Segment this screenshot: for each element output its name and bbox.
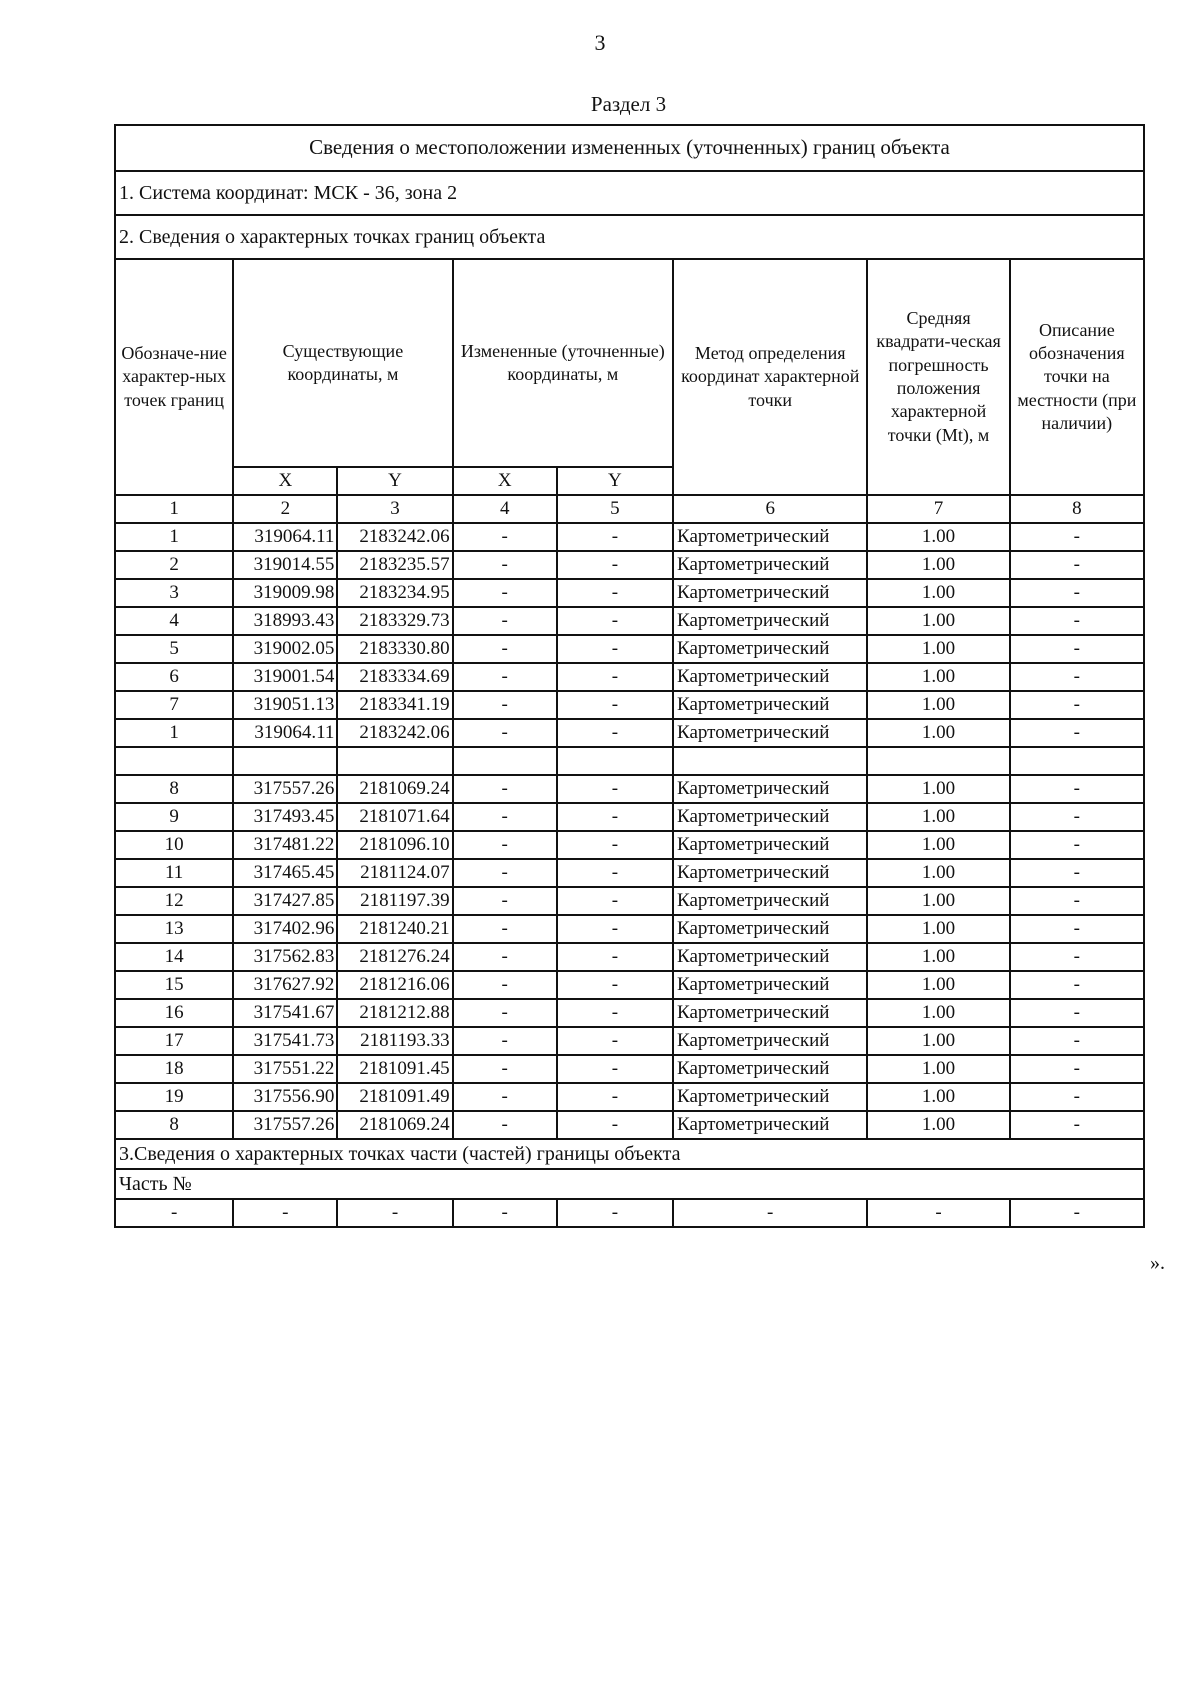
table-row	[115, 719, 1144, 747]
table-row	[115, 1111, 1144, 1139]
mt-error-cell: 1.00	[867, 1083, 1009, 1111]
mt-error-cell: 1.00	[867, 719, 1009, 747]
existing-x-cell: 317541.67	[233, 999, 337, 1027]
header-existing-y: Y	[337, 467, 452, 495]
existing-x-cell: 318993.43	[233, 607, 337, 635]
changed-x-cell: -	[453, 887, 557, 915]
changed-x-cell: -	[453, 803, 557, 831]
changed-y-cell: -	[557, 719, 673, 747]
existing-y-cell: 2181240.21	[337, 915, 452, 943]
changed-x-cell: -	[453, 663, 557, 691]
existing-x-cell: 317402.96	[233, 915, 337, 943]
existing-y-cell: 2183330.80	[337, 635, 452, 663]
header-changed-y: Y	[557, 467, 673, 495]
table-row	[115, 691, 1144, 719]
existing-x-cell: 317465.45	[233, 859, 337, 887]
changed-x-cell: -	[453, 719, 557, 747]
existing-x-cell: 319064.11	[233, 719, 337, 747]
existing-y-cell: 2181069.24	[337, 775, 452, 803]
mt-error-cell: 1.00	[867, 635, 1009, 663]
changed-y-cell: -	[557, 887, 673, 915]
point-number-cell: 17	[115, 1027, 233, 1055]
description-cell: -	[1010, 943, 1144, 971]
existing-x-cell: 317493.45	[233, 803, 337, 831]
column-numbers-row	[115, 495, 1144, 523]
point-number-cell: 13	[115, 915, 233, 943]
existing-y-cell: 2181096.10	[337, 831, 452, 859]
table-row	[115, 607, 1144, 635]
existing-y-cell: 2183329.73	[337, 607, 452, 635]
changed-x-cell: -	[453, 523, 557, 551]
table-row	[115, 915, 1144, 943]
table-row	[115, 523, 1144, 551]
description-cell: -	[1010, 1111, 1144, 1139]
existing-y-cell: 2183235.57	[337, 551, 452, 579]
header-method: Метод определения координат характерной точки	[673, 259, 867, 495]
method-cell: Картометрический	[673, 607, 867, 635]
header-changed-coords: Измененные (уточненные) координаты, м	[453, 259, 673, 467]
mt-error-cell: 1.00	[867, 831, 1009, 859]
point-number-cell: 2	[115, 551, 233, 579]
table-row	[115, 859, 1144, 887]
table-row	[115, 1055, 1144, 1083]
mt-error-cell: 1.00	[867, 523, 1009, 551]
point-number-cell: 18	[115, 1055, 233, 1083]
point-number-cell: 7	[115, 691, 233, 719]
existing-x-cell: 317427.85	[233, 887, 337, 915]
column-number: 5	[557, 495, 673, 523]
mt-error-cell: 1.00	[867, 1111, 1009, 1139]
table-row	[115, 551, 1144, 579]
method-cell: Картометрический	[673, 1055, 867, 1083]
empty-cell	[557, 747, 673, 775]
mt-error-cell: 1.00	[867, 971, 1009, 999]
existing-x-cell: 317481.22	[233, 831, 337, 859]
point-number-cell: 14	[115, 943, 233, 971]
table-row	[115, 803, 1144, 831]
changed-y-cell: -	[557, 663, 673, 691]
method-cell: Картометрический	[673, 1027, 867, 1055]
existing-x-cell: 319014.55	[233, 551, 337, 579]
changed-x-cell: -	[453, 1055, 557, 1083]
method-cell: Картометрический	[673, 915, 867, 943]
method-cell: Картометрический	[673, 775, 867, 803]
description-cell: -	[1010, 579, 1144, 607]
parts-cell: -	[115, 1199, 233, 1227]
boundary-points-table	[114, 124, 1145, 1228]
table-title: Сведения о местоположении измененных (уточненных) границ объекта	[115, 125, 1144, 171]
method-cell: Картометрический	[673, 803, 867, 831]
method-cell: Картометрический	[673, 691, 867, 719]
column-number: 2	[233, 495, 337, 523]
description-cell: -	[1010, 551, 1144, 579]
page-number: 3	[594, 30, 606, 55]
mt-error-cell: 1.00	[867, 803, 1009, 831]
point-number-cell: 8	[115, 1111, 233, 1139]
point-number-cell: 6	[115, 663, 233, 691]
existing-y-cell: 2183334.69	[337, 663, 452, 691]
existing-y-cell: 2181124.07	[337, 859, 452, 887]
table-row	[115, 579, 1144, 607]
mt-error-cell: 1.00	[867, 915, 1009, 943]
description-cell: -	[1010, 831, 1144, 859]
point-number-cell: 16	[115, 999, 233, 1027]
header-changed-x: X	[453, 467, 557, 495]
changed-x-cell: -	[453, 999, 557, 1027]
existing-y-cell: 2181276.24	[337, 943, 452, 971]
method-cell: Картометрический	[673, 635, 867, 663]
point-number-cell: 11	[115, 859, 233, 887]
changed-y-cell: -	[557, 859, 673, 887]
method-cell: Картометрический	[673, 999, 867, 1027]
changed-y-cell: -	[557, 579, 673, 607]
table-row	[115, 999, 1144, 1027]
existing-x-cell: 319002.05	[233, 635, 337, 663]
changed-x-cell: -	[453, 1027, 557, 1055]
points-section-title: 2. Сведения о характерных точках границ объекта	[115, 215, 1144, 259]
table-row	[115, 663, 1144, 691]
table-row	[115, 775, 1144, 803]
changed-x-cell: -	[453, 691, 557, 719]
column-number: 1	[115, 495, 233, 523]
existing-x-cell: 317562.83	[233, 943, 337, 971]
column-number: 3	[337, 495, 452, 523]
method-cell: Картометрический	[673, 551, 867, 579]
method-cell: Картометрический	[673, 943, 867, 971]
parts-section-title: 3.Сведения о характерных точках части (частей) границы объекта	[115, 1139, 1144, 1169]
existing-x-cell: 317541.73	[233, 1027, 337, 1055]
existing-y-cell: 2183242.06	[337, 719, 452, 747]
description-cell: -	[1010, 663, 1144, 691]
changed-x-cell: -	[453, 775, 557, 803]
description-cell: -	[1010, 1083, 1144, 1111]
parts-cell: -	[453, 1199, 557, 1227]
mt-error-cell: 1.00	[867, 999, 1009, 1027]
existing-x-cell: 319051.13	[233, 691, 337, 719]
empty-cell	[233, 747, 337, 775]
changed-x-cell: -	[453, 859, 557, 887]
changed-y-cell: -	[557, 523, 673, 551]
empty-cell	[867, 747, 1009, 775]
table-row	[115, 887, 1144, 915]
method-cell: Картометрический	[673, 719, 867, 747]
changed-y-cell: -	[557, 691, 673, 719]
method-cell: Картометрический	[673, 523, 867, 551]
description-cell: -	[1010, 607, 1144, 635]
changed-x-cell: -	[453, 971, 557, 999]
closing-quote: ».	[1150, 1252, 1165, 1274]
coordinate-system: 1. Система координат: МСК - 36, зона 2	[115, 171, 1144, 215]
existing-x-cell: 317627.92	[233, 971, 337, 999]
changed-x-cell: -	[453, 635, 557, 663]
changed-y-cell: -	[557, 971, 673, 999]
changed-y-cell: -	[557, 915, 673, 943]
existing-y-cell: 2183341.19	[337, 691, 452, 719]
empty-cell	[453, 747, 557, 775]
mt-error-cell: 1.00	[867, 551, 1009, 579]
point-number-cell: 10	[115, 831, 233, 859]
existing-y-cell: 2181212.88	[337, 999, 452, 1027]
empty-cell	[115, 747, 233, 775]
changed-y-cell: -	[557, 831, 673, 859]
existing-x-cell: 319009.98	[233, 579, 337, 607]
changed-x-cell: -	[453, 915, 557, 943]
changed-y-cell: -	[557, 1083, 673, 1111]
mt-error-cell: 1.00	[867, 775, 1009, 803]
point-number-cell: 3	[115, 579, 233, 607]
method-cell: Картометрический	[673, 1083, 867, 1111]
method-cell: Картометрический	[673, 887, 867, 915]
separator-row	[115, 747, 1144, 775]
changed-y-cell: -	[557, 551, 673, 579]
existing-y-cell: 2181193.33	[337, 1027, 452, 1055]
description-cell: -	[1010, 775, 1144, 803]
section-label: Раздел 3	[590, 92, 667, 116]
existing-x-cell: 317557.26	[233, 1111, 337, 1139]
table-row	[115, 943, 1144, 971]
table-row	[115, 635, 1144, 663]
empty-cell	[337, 747, 452, 775]
changed-y-cell: -	[557, 1055, 673, 1083]
point-number-cell: 9	[115, 803, 233, 831]
point-number-cell: 1	[115, 523, 233, 551]
existing-y-cell: 2183234.95	[337, 579, 452, 607]
description-cell: -	[1010, 859, 1144, 887]
changed-y-cell: -	[557, 943, 673, 971]
parts-cell: -	[1010, 1199, 1144, 1227]
table-row	[115, 831, 1144, 859]
existing-x-cell: 319001.54	[233, 663, 337, 691]
empty-cell	[673, 747, 867, 775]
changed-y-cell: -	[557, 803, 673, 831]
point-number-cell: 5	[115, 635, 233, 663]
description-cell: -	[1010, 691, 1144, 719]
header-description: Описание обозначения точки на местности (при наличии)	[1010, 259, 1144, 495]
mt-error-cell: 1.00	[867, 943, 1009, 971]
description-cell: -	[1010, 803, 1144, 831]
parts-cell: -	[233, 1199, 337, 1227]
description-cell: -	[1010, 719, 1144, 747]
existing-y-cell: 2181091.45	[337, 1055, 452, 1083]
mt-error-cell: 1.00	[867, 691, 1009, 719]
header-existing-coords: Существующие координаты, м	[233, 259, 452, 467]
header-designation: Обозначе-ние характер-ных точек границ	[115, 259, 233, 495]
mt-error-cell: 1.00	[867, 887, 1009, 915]
parts-cell: -	[557, 1199, 673, 1227]
description-cell: -	[1010, 635, 1144, 663]
changed-x-cell: -	[453, 579, 557, 607]
column-number: 4	[453, 495, 557, 523]
description-cell: -	[1010, 971, 1144, 999]
method-cell: Картометрический	[673, 831, 867, 859]
header-existing-x: X	[233, 467, 337, 495]
method-cell: Картометрический	[673, 971, 867, 999]
existing-y-cell: 2181197.39	[337, 887, 452, 915]
existing-y-cell: 2181091.49	[337, 1083, 452, 1111]
changed-x-cell: -	[453, 943, 557, 971]
method-cell: Картометрический	[673, 663, 867, 691]
mt-error-cell: 1.00	[867, 579, 1009, 607]
empty-cell	[1010, 747, 1144, 775]
point-number-cell: 12	[115, 887, 233, 915]
table-row	[115, 1083, 1144, 1111]
method-cell: Картометрический	[673, 1111, 867, 1139]
description-cell: -	[1010, 1055, 1144, 1083]
changed-x-cell: -	[453, 1111, 557, 1139]
point-number-cell: 19	[115, 1083, 233, 1111]
existing-y-cell: 2181216.06	[337, 971, 452, 999]
description-cell: -	[1010, 887, 1144, 915]
method-cell: Картометрический	[673, 579, 867, 607]
existing-x-cell: 317551.22	[233, 1055, 337, 1083]
parts-cell: -	[337, 1199, 452, 1227]
mt-error-cell: 1.00	[867, 1027, 1009, 1055]
column-number: 7	[867, 495, 1009, 523]
changed-y-cell: -	[557, 1111, 673, 1139]
point-number-cell: 8	[115, 775, 233, 803]
changed-x-cell: -	[453, 1083, 557, 1111]
existing-x-cell: 317556.90	[233, 1083, 337, 1111]
existing-y-cell: 2183242.06	[337, 523, 452, 551]
point-number-cell: 1	[115, 719, 233, 747]
mt-error-cell: 1.00	[867, 663, 1009, 691]
mt-error-cell: 1.00	[867, 859, 1009, 887]
description-cell: -	[1010, 999, 1144, 1027]
mt-error-cell: 1.00	[867, 607, 1009, 635]
changed-x-cell: -	[453, 831, 557, 859]
point-number-cell: 15	[115, 971, 233, 999]
table-row	[115, 971, 1144, 999]
existing-x-cell: 317557.26	[233, 775, 337, 803]
description-cell: -	[1010, 915, 1144, 943]
changed-y-cell: -	[557, 1027, 673, 1055]
existing-y-cell: 2181071.64	[337, 803, 452, 831]
changed-x-cell: -	[453, 607, 557, 635]
column-number: 6	[673, 495, 867, 523]
description-cell: -	[1010, 523, 1144, 551]
changed-y-cell: -	[557, 635, 673, 663]
point-number-cell: 4	[115, 607, 233, 635]
method-cell: Картометрический	[673, 859, 867, 887]
changed-y-cell: -	[557, 607, 673, 635]
changed-y-cell: -	[557, 775, 673, 803]
parts-cell: -	[673, 1199, 867, 1227]
changed-x-cell: -	[453, 551, 557, 579]
existing-x-cell: 319064.11	[233, 523, 337, 551]
description-cell: -	[1010, 1027, 1144, 1055]
parts-row	[115, 1199, 1144, 1227]
part-label: Часть №	[115, 1169, 1144, 1199]
mt-error-cell: 1.00	[867, 1055, 1009, 1083]
column-number: 8	[1010, 495, 1144, 523]
table-row	[115, 1027, 1144, 1055]
changed-y-cell: -	[557, 999, 673, 1027]
parts-cell: -	[867, 1199, 1009, 1227]
existing-y-cell: 2181069.24	[337, 1111, 452, 1139]
header-error: Средняя квадрати-ческая погрешность положения характерной точки (Mt), м	[867, 259, 1009, 495]
